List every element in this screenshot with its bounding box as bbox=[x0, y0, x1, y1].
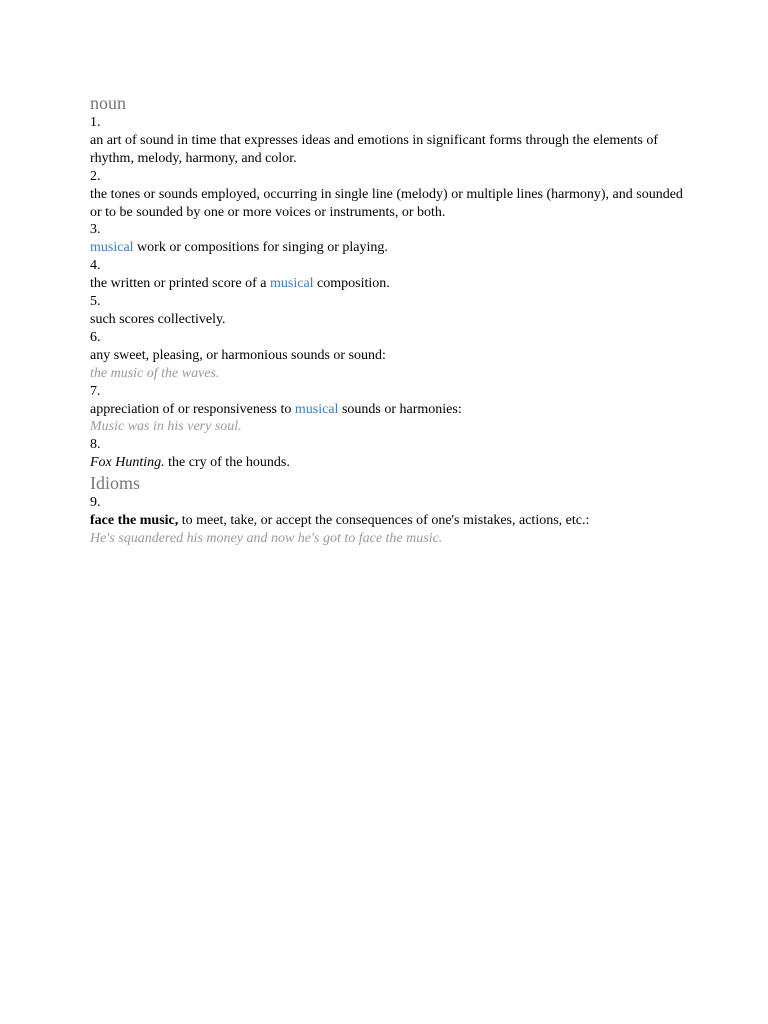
definition-text bbox=[90, 401, 690, 419]
idiom-text bbox=[90, 512, 690, 530]
usage-label: Fox Hunting. bbox=[90, 455, 165, 471]
section-heading-idioms: Idioms bbox=[90, 473, 141, 494]
definition-number: 3. bbox=[90, 222, 101, 238]
cross-reference-link-musical[interactable]: musical bbox=[294, 401, 339, 417]
definition-number: 2. bbox=[90, 168, 101, 184]
usage-example: He's squandered his money and now he's got to face the music. bbox=[90, 530, 443, 546]
definition-number: 1. bbox=[90, 115, 101, 130]
idiom-definition: to meet, take, or accept the consequences of one's mistakes, actions, etc.: bbox=[178, 513, 590, 529]
definition-text: an art of sound in time that expresses ideas and emotions in significant forms through the elements of rhythm, melody, harmony, and color. bbox=[90, 132, 659, 166]
cross-reference-link-musical[interactable]: musical bbox=[270, 276, 314, 292]
definition-text-after: composition. bbox=[313, 276, 390, 292]
definition-text bbox=[90, 275, 690, 293]
definition-text: the tones or sounds employed, occurring in single line (melody) or multiple lines (harmony), and sounded or to be sounded by one or more voices or instruments, or both. bbox=[90, 186, 683, 220]
definition-text bbox=[90, 454, 690, 472]
idiom-term: face the music, bbox=[90, 513, 179, 529]
definition-text: such scores collectively. bbox=[90, 311, 226, 327]
definition-text bbox=[90, 239, 690, 257]
definition-number: 6. bbox=[90, 329, 101, 345]
definition-text-before: the written or printed score of a bbox=[90, 276, 270, 292]
definition-text-after: the cry of the hounds. bbox=[164, 455, 290, 471]
definition-text-after: sounds or harmonies: bbox=[338, 401, 462, 417]
idiom-number: 9. bbox=[90, 495, 101, 511]
definition-number: 7. bbox=[90, 383, 101, 399]
definition-number: 5. bbox=[90, 294, 101, 310]
definition-number: 4. bbox=[90, 258, 101, 274]
definition-text-before: appreciation of or responsiveness to bbox=[90, 401, 295, 417]
section-heading-noun: noun bbox=[90, 93, 126, 113]
definition-text-after: work or compositions for singing or playing. bbox=[133, 240, 388, 256]
definition-text: any sweet, pleasing, or harmonious sounds or sound: bbox=[90, 347, 386, 363]
usage-example: Music was in his very soul. bbox=[90, 419, 242, 435]
dictionary-entry bbox=[90, 92, 690, 548]
usage-example: the music of the waves. bbox=[90, 365, 220, 381]
cross-reference-link-musical[interactable]: musical bbox=[90, 240, 134, 256]
definition-number: 8. bbox=[90, 437, 101, 453]
